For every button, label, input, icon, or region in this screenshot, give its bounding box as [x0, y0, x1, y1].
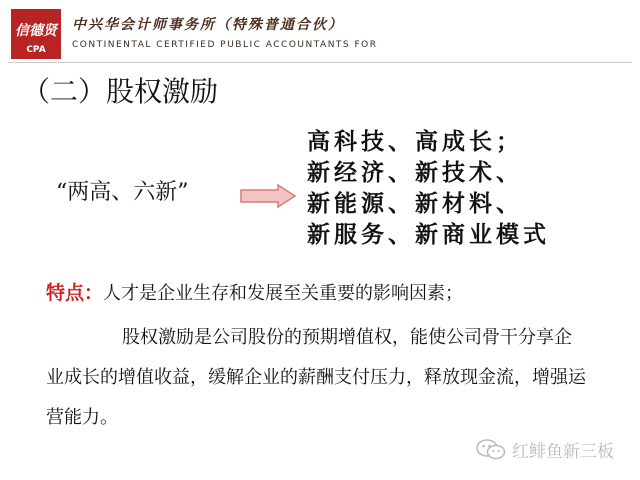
- firm-name-cn: 中兴华会计师事务所（特殊普通合伙）: [72, 17, 344, 33]
- characteristics-label: 特点：: [46, 282, 104, 304]
- feature-list: [307, 126, 550, 250]
- wechat-icon: [476, 438, 506, 462]
- firm-logo: [10, 8, 62, 60]
- feature-item: 新经济、新技术、: [307, 159, 523, 186]
- logo-text: 信德贤: [15, 23, 57, 39]
- characteristics-line: [46, 278, 463, 305]
- firm-name-en: CONTINENTAL CERTIFIED PUBLIC ACCOUNTANTS FOR: [72, 40, 378, 50]
- two-high-six-new-phrase: “两高、六新”: [56, 180, 189, 205]
- feature-item: 高科技、高成长；: [307, 128, 523, 155]
- feature-item: 新服务、新商业模式: [307, 221, 550, 248]
- watermark: [476, 437, 614, 462]
- header-divider: [8, 62, 632, 63]
- right-arrow-icon: [240, 184, 296, 208]
- equity-incentive-paragraph: 股权激励是公司股份的预期增值权，能使公司骨干分享企业成长的增值收益，缓解企业的薪酬支付压力，释放现金流，增强运营能力。: [46, 327, 586, 428]
- slide-title: （二）股权激励: [22, 75, 219, 108]
- watermark-text: 红鲱鱼新三板: [512, 442, 614, 462]
- feature-item: 新能源、新材料、: [307, 190, 523, 217]
- logo-sub: CPA: [26, 45, 46, 55]
- characteristics-text: 人才是企业生存和发展至关重要的影响因素；: [103, 283, 464, 304]
